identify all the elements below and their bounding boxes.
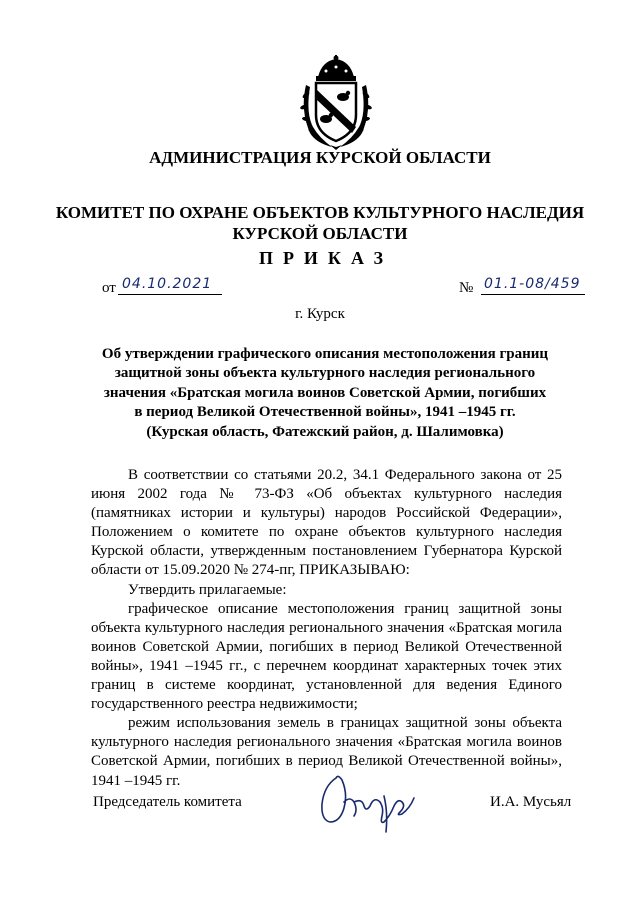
- order-subject: [90, 345, 560, 442]
- date-underline: [118, 294, 222, 295]
- subject-line: значения «Братская могила воинов Советской Армии, погибших: [103, 384, 547, 401]
- body-paragraph-preamble: В соответствии со статьями 20.2, 34.1 Федерального закона от 25 июня 2002 года № 73-ФЗ «Об объектах культурного наследия (памятниках истории и культуры) народов Российской Федерации», Положением о комитете по охране объектов культурного наследия Курской области, утвержденным постановлением Губернатора Курской области от 15.09.2020 № 274-пг, ПРИКАЗЫВАЮ:: [91, 467, 562, 579]
- order-title: ПРИКАЗ: [258, 248, 394, 268]
- signer-position: Председатель комитета: [93, 794, 242, 810]
- signature-icon: [314, 772, 422, 836]
- subject-line: в период Великой Отечественной войны», 1941 –1945 гг.: [134, 404, 516, 421]
- body-paragraph-approve: Утвердить прилагаемые:: [128, 581, 287, 598]
- committee-heading: [0, 202, 640, 244]
- number-value: 01.1-08/459: [484, 276, 581, 292]
- subject-line: защитной зоны объекта культурного наследия регионального: [114, 365, 536, 382]
- committee-heading-line1: КОМИТЕТ ПО ОХРАНЕ ОБЪЕКТОВ КУЛЬТУРНОГО НАСЛЕДИЯ: [55, 203, 585, 222]
- body-paragraph-item2: режим использования земель в границах защитной зоны объекта культурного наследия регионального значения «Братская могила воинов Советской Армии, погибших в период Великой Отечественной войны», 1941 –1945 гг.: [91, 715, 562, 789]
- city: г. Курск: [295, 306, 345, 322]
- subject-line: Об утверждении графического описания местоположения границ: [101, 346, 549, 362]
- body-paragraph-item1: графическое описание местоположения границ защитной зоны объекта культурного наследия регионального значения «Братская могила воинов Советской Армии, погибших в период Великой Отечественной войны», 1941 –1945 гг., с перечнем координат характерных точек этих границ в системе координат, установленной для ведения Единого государственного реестра недвижимости;: [91, 600, 562, 713]
- order-body: [91, 466, 562, 791]
- committee-heading-line2: КУРСКОЙ ОБЛАСТИ: [232, 224, 408, 243]
- coat-of-arms-icon: [296, 55, 376, 151]
- signer-name: И.А. Мусьял: [490, 794, 572, 810]
- number-label: №: [459, 280, 474, 296]
- date-label: от: [102, 280, 116, 296]
- administration-heading: АДМИНИСТРАЦИЯ КУРСКОЙ ОБЛАСТИ: [149, 148, 491, 167]
- date-value: 04.10.2021: [122, 276, 213, 292]
- subject-line: (Курская область, Фатежский район, д. Шалимовка): [146, 423, 504, 440]
- number-underline: [481, 294, 585, 295]
